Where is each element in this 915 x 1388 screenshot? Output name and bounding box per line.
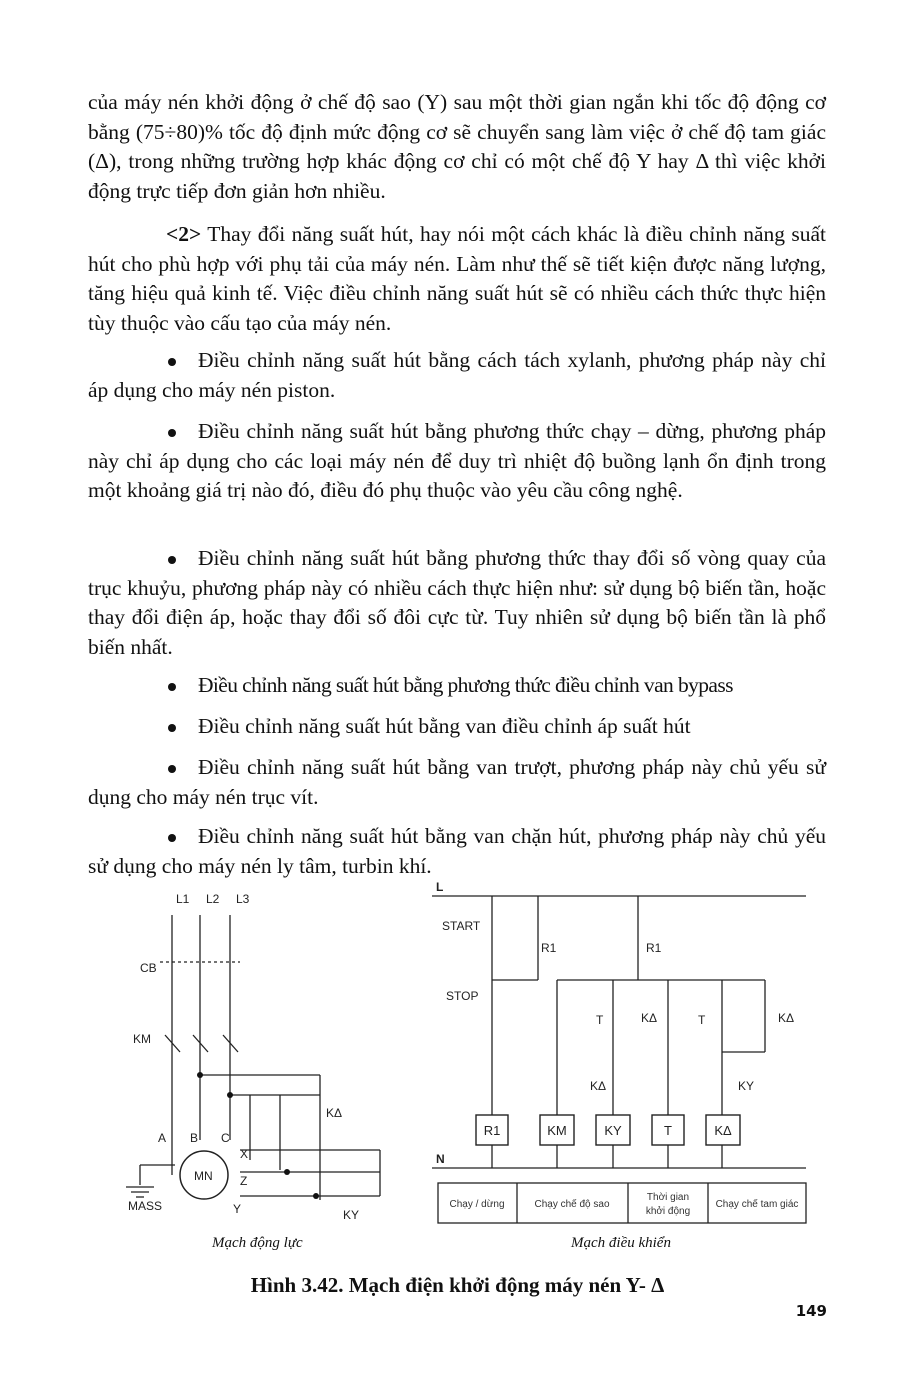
list-item: Điều chỉnh năng suất hút bằng van trượt, phương pháp này chủ yếu sử dụng cho máy nén trục vít. (88, 755, 826, 809)
power-circuit-caption: Mạch động lực (212, 1235, 303, 1251)
svg-text:Y: Y (233, 1202, 242, 1216)
svg-text:KY: KY (604, 1123, 622, 1138)
paragraph-number: <2> (166, 222, 202, 246)
list-item: Điều chỉnh năng suất hút bằng cách tách xylanh, phương pháp này chỉ áp dụng cho máy nén piston. (88, 348, 826, 402)
svg-text:T: T (698, 1013, 706, 1027)
svg-text:KΔ: KΔ (778, 1011, 795, 1025)
svg-text:T: T (596, 1013, 604, 1027)
svg-text:KΔ: KΔ (714, 1123, 732, 1138)
svg-text:KY: KY (343, 1208, 360, 1222)
svg-text:R1: R1 (541, 941, 557, 955)
list-item: Điều chỉnh năng suất hút bằng phương thức thay đổi số vòng quay của trục khuỷu, phương pháp này có nhiều cách thực hiện như: sử dụng bộ biến tần, hoặc thay đổi điện áp, hoặc thay đổi số đôi cực từ. Tuy nhiên sử dụng bộ biến tần là phổ biến nhất. (88, 546, 826, 659)
svg-text:A: A (158, 1131, 167, 1145)
svg-text:R1: R1 (646, 941, 662, 955)
svg-text:L1: L1 (176, 892, 190, 906)
svg-text:Thời gian: Thời gian (646, 1192, 690, 1203)
svg-text:Chạy chế tam giác: Chạy chế tam giác (715, 1199, 799, 1210)
svg-text:Chạy chế độ sao: Chạy chế độ sao (534, 1199, 610, 1210)
svg-text:KM: KM (133, 1032, 151, 1046)
svg-text:MN: MN (194, 1169, 213, 1183)
control-circuit (432, 896, 806, 1223)
svg-text:X: X (240, 1147, 249, 1161)
function-table (449, 1192, 798, 1217)
svg-text:STOP: STOP (446, 989, 479, 1003)
figure-title: Hình 3.42. Mạch điện khởi động máy nén Y- Δ (250, 1273, 665, 1297)
svg-text:KΔ: KΔ (590, 1079, 607, 1093)
svg-text:Z: Z (240, 1174, 248, 1188)
svg-text:START: START (442, 919, 481, 933)
svg-text:R1: R1 (483, 1123, 501, 1138)
control-circuit-caption: Mạch điều khiển (571, 1235, 671, 1251)
svg-text:MASS: MASS (128, 1199, 163, 1213)
svg-text:N: N (436, 1152, 445, 1166)
svg-text:L3: L3 (236, 892, 250, 906)
svg-text:khởi động: khởi động (645, 1206, 691, 1217)
paragraph: của máy nén khởi động ở chế độ sao (Y) sau một thời gian ngắn khi tốc độ động cơ bằng (75÷80)% tốc độ định mức động cơ sẽ chuyển sang làm việc ở chế độ tam giác (Δ), trong những trường hợp khác động cơ chỉ có một chế độ Y hay Δ thì việc khởi động trực tiếp đơn giản hơn nhiều. (88, 90, 826, 203)
svg-text:B: B (190, 1131, 199, 1145)
list-item: Điều chỉnh năng suất hút bằng van điều chỉnh áp suất hút (88, 712, 826, 742)
svg-text:Chạy / dừng: Chạy / dừng (449, 1199, 505, 1210)
list-item: Điều chỉnh năng suất hút bằng van chặn hút, phương pháp này chủ yếu sử dụng cho máy nén ly tâm, turbin khí. (88, 824, 826, 878)
svg-text:KΔ: KΔ (641, 1011, 658, 1025)
svg-text:L2: L2 (206, 892, 220, 906)
svg-text:L: L (436, 880, 444, 894)
power-circuit (126, 915, 380, 1200)
svg-text:C: C (221, 1131, 230, 1145)
page-number: 149 (795, 1302, 827, 1320)
svg-text:T: T (664, 1123, 672, 1138)
list-item: Điều chỉnh năng suất hút bằng phương thức điều chỉnh van bypass (88, 671, 826, 701)
svg-text:KM: KM (547, 1123, 567, 1138)
svg-text:KY: KY (738, 1079, 755, 1093)
paragraph-text: Thay đổi năng suất hút, hay nói một cách khác là điều chỉnh năng suất hút cho phù hợp với phụ tải của máy nén. Làm như thế sẽ tiết kiện được năng lượng, tăng hiệu quả kinh tế. Việc điều chỉnh năng suất hút sẽ có nhiều cách thức thực hiện tùy thuộc vào cấu tạo của máy nén. (88, 222, 826, 335)
svg-text:CB: CB (140, 961, 157, 975)
coil-labels (484, 1123, 732, 1138)
svg-text:KΔ: KΔ (326, 1106, 343, 1120)
list-item: Điều chỉnh năng suất hút bằng phương thức chạy – dừng, phương pháp này chỉ áp dụng cho các loại máy nén để duy trì nhiệt độ buồng lạnh ổn định trong một khoảng giá trị nào đó, điều đó phụ thuộc vào yêu cầu công nghệ. (88, 419, 826, 502)
